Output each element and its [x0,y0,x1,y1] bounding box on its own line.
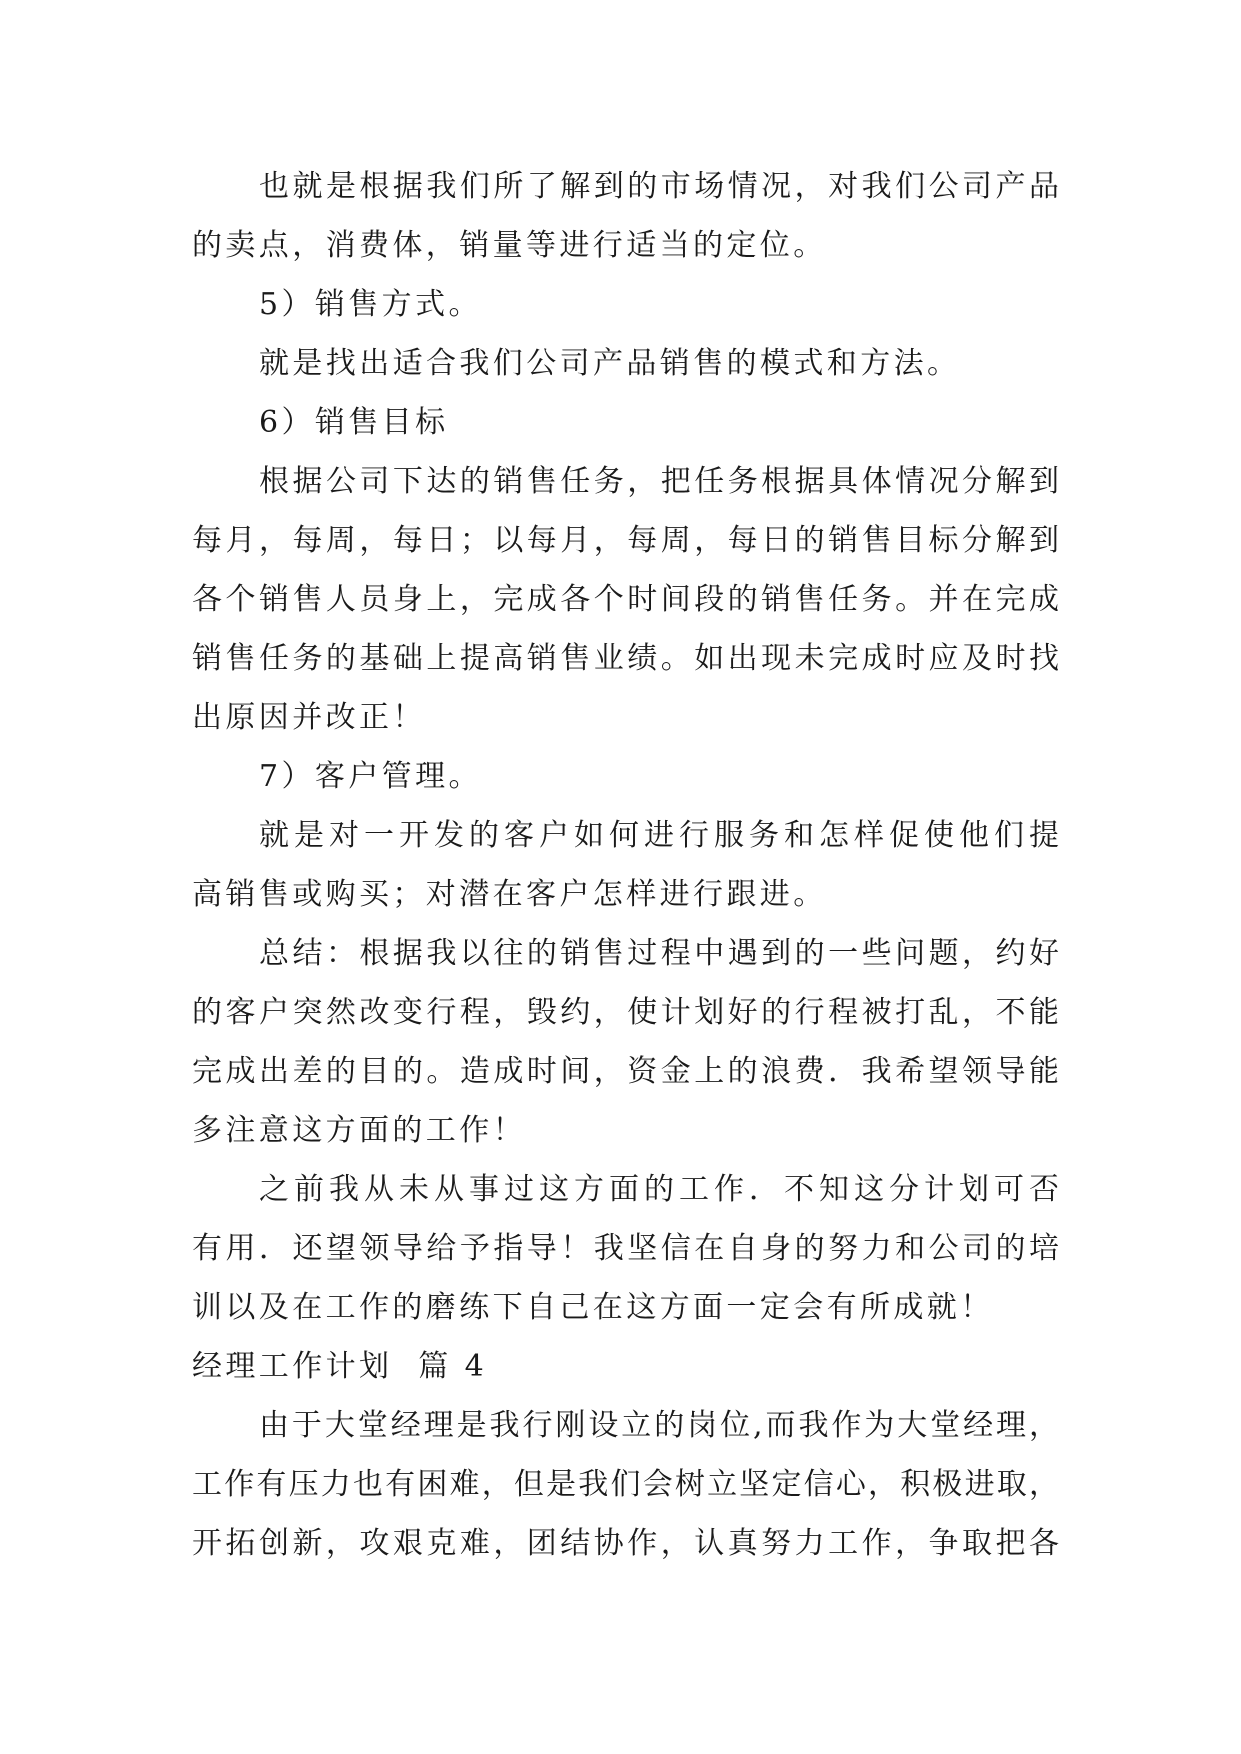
paragraph-line: 开拓创新，攻艰克难，团结协作，认真努力工作，争取把各 [192,1526,1060,1561]
paragraph [192,334,1060,393]
paragraph-line: 根据公司下达的销售任务，把任务根据具体情况分解到 [259,464,1060,499]
paragraph [192,275,1060,334]
list-item-heading: 7）客户管理。 [259,759,482,794]
document-body [192,157,1060,1573]
paragraph-line: 多注意这方面的工作！ [192,1113,526,1148]
paragraph-line: 每月，每周，每日；以每月，每周，每日的销售目标分解到 [192,523,1060,558]
paragraph [192,157,1060,275]
paragraph [192,806,1060,924]
paragraph [192,1396,1060,1573]
paragraph-line: 的客户突然改变行程，毁约，使计划好的行程被打乱，不能 [192,995,1060,1030]
paragraph-line: 高销售或购买；对潜在客户怎样进行跟进。 [192,877,827,912]
paragraph-line: 的卖点，消费体，销量等进行适当的定位。 [192,228,827,263]
paragraph-line: 就是对一开发的客户如何进行服务和怎样促使他们提 [259,818,1060,853]
paragraph [192,393,1060,452]
paragraph-line: 由于大堂经理是我行刚设立的岗位,而我作为大堂经理， [259,1408,1060,1443]
paragraph-line: 之前我从未从事过这方面的工作．不知这分计划可否 [259,1172,1060,1207]
paragraph-line: 出原因并改正！ [192,700,426,735]
paragraph-line: 也就是根据我们所了解到的市场情况，对我们公司产品 [259,169,1060,204]
paragraph [192,747,1060,806]
paragraph [192,924,1060,1160]
paragraph-line: 完成出差的目的。造成时间，资金上的浪费．我希望领导能 [192,1054,1060,1089]
paragraph [192,1160,1060,1337]
paragraph-line: 销售任务的基础上提高销售业绩。如出现未完成时应及时找 [192,641,1060,676]
paragraph-line: 有用．还望领导给予指导！我坚信在自身的努力和公司的培 [192,1231,1060,1266]
paragraph [192,452,1060,747]
paragraph-line: 工作有压力也有困难，但是我们会树立坚定信心，积极进取， [192,1467,1060,1502]
paragraph-line: 总结：根据我以往的销售过程中遇到的一些问题，约好 [259,936,1060,971]
list-item-heading: 5）销售方式。 [259,287,482,322]
paragraph-line: 各个销售人员身上，完成各个时间段的销售任务。并在完成 [192,582,1060,617]
paragraph-line: 就是找出适合我们公司产品销售的模式和方法。 [259,346,961,381]
section-heading: 经理工作计划 篇 4 [192,1349,488,1384]
list-item-heading: 6）销售目标 [259,405,449,440]
paragraph-line: 训以及在工作的磨练下自己在这方面一定会有所成就！ [192,1290,994,1325]
